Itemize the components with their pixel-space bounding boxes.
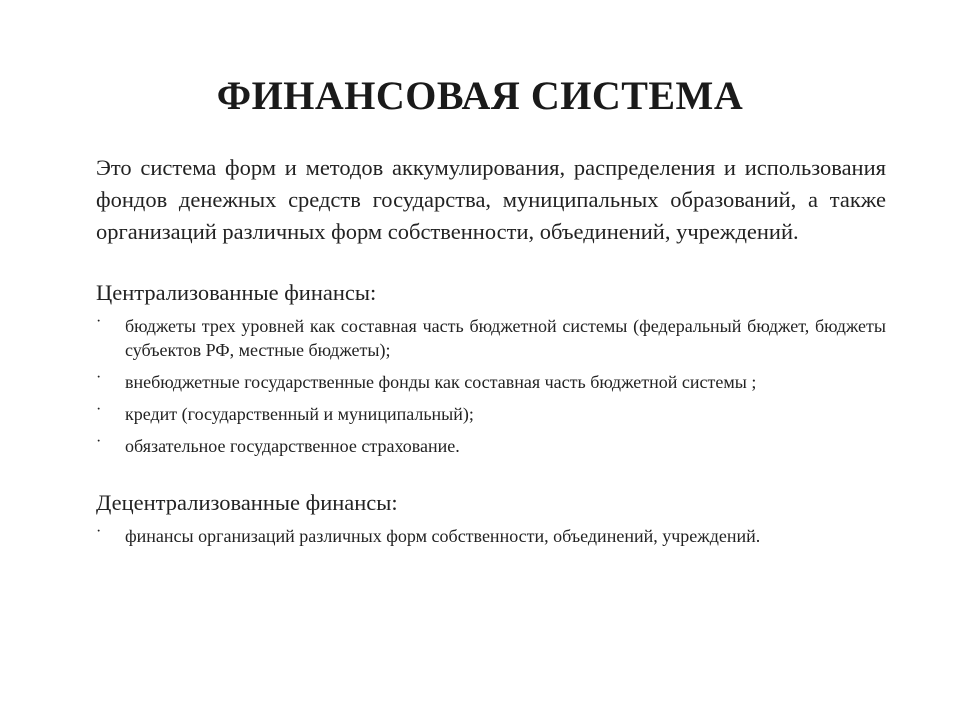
centralized-list	[96, 314, 886, 458]
slide-content	[96, 152, 886, 556]
bullet-dot-icon: ·	[96, 313, 102, 330]
bullet-dot-icon: ·	[96, 401, 102, 418]
list-item	[96, 524, 886, 548]
centralized-heading: Централизованные финансы:	[96, 280, 377, 305]
list-item	[96, 314, 886, 362]
centralized-section	[96, 278, 886, 458]
list-item	[96, 370, 886, 394]
list-item-text: финансы организаций различных форм собственности, объединений, учреждений.	[125, 526, 761, 546]
list-item	[96, 402, 886, 426]
list-item-text: кредит (государственный и муниципальный);	[125, 404, 474, 424]
decentralized-section	[96, 488, 886, 548]
intro-paragraph: Это система форм и методов аккумулирования, распределения и использования фондов денежных средств государства, муниципальных образований, а также организаций различных форм собственности, объединений, учреждений.	[96, 155, 886, 244]
decentralized-heading: Децентрализованные финансы:	[96, 490, 398, 515]
decentralized-list	[96, 524, 886, 548]
bullet-dot-icon: ·	[96, 523, 102, 540]
bullet-dot-icon: ·	[96, 433, 102, 450]
list-item-text: внебюджетные государственные фонды как составная часть бюджетной системы ;	[125, 372, 757, 392]
slide-title: ФИНАНСОВАЯ СИСТЕМА	[216, 73, 744, 118]
bullet-dot-icon: ·	[96, 369, 102, 386]
list-item	[96, 434, 886, 458]
list-item-text: обязательное государственное страхование.	[125, 436, 460, 456]
list-item-text: бюджеты трех уровней как составная часть бюджетной системы (федеральный бюджет, бюджеты субъектов РФ, местные бюджеты);	[125, 316, 886, 360]
